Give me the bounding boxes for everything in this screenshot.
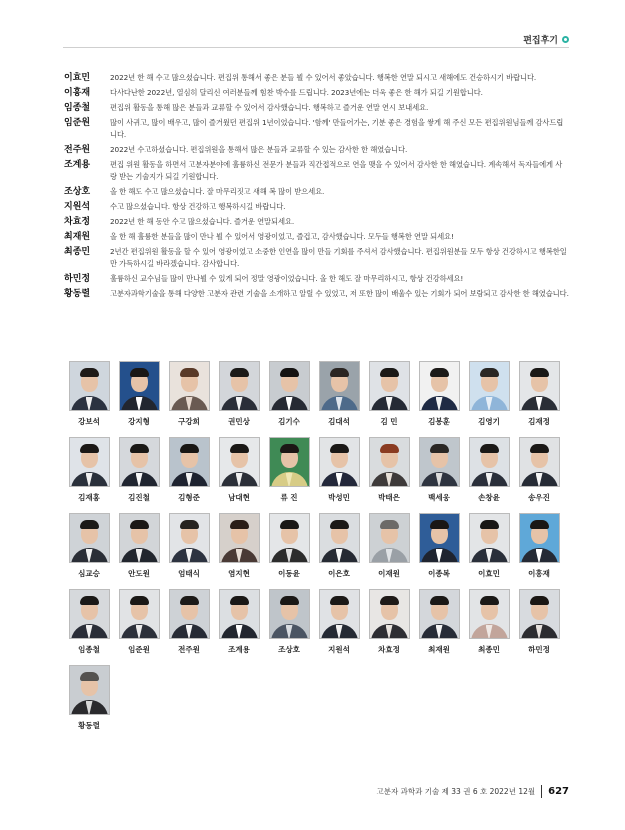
portrait-hair xyxy=(280,444,299,453)
member-portrait xyxy=(219,437,260,487)
member-name: 김재정 xyxy=(528,417,550,426)
portrait-hair xyxy=(430,368,449,377)
portrait-hair xyxy=(80,672,99,681)
comment-author: 조계용 xyxy=(64,160,91,170)
member-card xyxy=(514,361,564,426)
member-name: 하민정 xyxy=(528,645,550,654)
comment-author: 조상호 xyxy=(64,187,91,197)
portrait-hair xyxy=(480,520,499,529)
portrait-hair xyxy=(480,444,499,453)
page-header xyxy=(523,33,569,46)
portrait-hair xyxy=(130,368,149,377)
member-portrait xyxy=(69,513,110,563)
member-card xyxy=(214,589,264,654)
member-card xyxy=(114,513,164,578)
member-card xyxy=(114,361,164,426)
member-name: 이종복 xyxy=(428,569,450,578)
portrait-hair xyxy=(430,520,449,529)
member-portrait xyxy=(319,513,360,563)
portrait-hair xyxy=(180,444,199,453)
member-portrait xyxy=(419,361,460,411)
portrait-hair xyxy=(380,444,399,453)
member-name: 남대현 xyxy=(228,493,250,502)
member-name: 강지형 xyxy=(128,417,150,426)
member-card xyxy=(264,361,314,426)
portrait-hair xyxy=(330,520,349,529)
member-portrait xyxy=(219,361,260,411)
member-card xyxy=(364,589,414,654)
portrait-hair xyxy=(80,444,99,453)
member-name: 김진철 xyxy=(128,493,150,502)
member-name: 황동렬 xyxy=(78,721,100,730)
member-portrait xyxy=(269,361,310,411)
member-name: 최종민 xyxy=(478,645,500,654)
comment-author: 지원석 xyxy=(64,202,91,212)
member-name: 안도원 xyxy=(128,569,150,578)
page-footer xyxy=(377,785,569,798)
member-portrait xyxy=(369,437,410,487)
portrait-hair xyxy=(280,368,299,377)
comment-author: 이흥재 xyxy=(64,88,91,98)
comment-author: 최종민 xyxy=(64,247,91,257)
journal-info: 고분자 과학과 기술 제 33 권 6 호 2022년 12월 xyxy=(376,787,536,796)
member-portrait xyxy=(519,589,560,639)
member-name: 김영기 xyxy=(478,417,500,426)
comment-text: 2년간 편집위원 활동을 할 수 있어 영광이었고 소중한 인연을 많이 만들 기회를 주셔서 감사했습니다. 편집위원분들 모두 항상 건강하시고 행복한일만 가득하시길 바라겠습니다. 감사합니다. xyxy=(110,247,567,268)
member-portrait xyxy=(269,589,310,639)
member-portrait xyxy=(269,437,310,487)
member-card xyxy=(164,513,214,578)
member-card xyxy=(114,589,164,654)
member-portrait xyxy=(219,513,260,563)
portrait-hair xyxy=(530,596,549,605)
comment-row xyxy=(64,102,569,114)
member-portrait xyxy=(319,589,360,639)
portrait-hair xyxy=(330,596,349,605)
comment-row xyxy=(64,246,569,270)
member-card xyxy=(314,361,364,426)
comment-row xyxy=(64,186,569,198)
comment-row xyxy=(64,159,569,183)
member-card xyxy=(464,437,514,502)
portrait-hair xyxy=(130,596,149,605)
member-portrait xyxy=(119,589,160,639)
portrait-hair xyxy=(380,596,399,605)
member-card xyxy=(164,437,214,502)
section-title: 편집후기 xyxy=(523,36,558,46)
comment-author: 전주원 xyxy=(64,145,91,155)
comment-author: 임종철 xyxy=(64,103,91,113)
member-portrait xyxy=(519,513,560,563)
comment-text: 수고 많으셨습니다. 항상 건강하고 행복하시길 바랍니다. xyxy=(110,202,286,211)
member-portrait xyxy=(419,513,460,563)
member-name: 전주원 xyxy=(178,645,200,654)
portrait-hair xyxy=(80,596,99,605)
member-name: 이은호 xyxy=(328,569,350,578)
portrait-hair xyxy=(330,368,349,377)
comment-text: 2022년 수고하셨습니다. 편집위원을 통해서 많은 분들과 교류할 수 있는 감사한 한 해였습니다. xyxy=(110,145,408,154)
member-name: 김 민 xyxy=(380,417,398,426)
comment-text: 2022년 한 해 동안 수고 많으셨습니다. 즐거운 연말되세요. xyxy=(110,217,295,226)
footer-divider xyxy=(541,785,542,798)
member-card xyxy=(64,513,114,578)
comment-author: 최재원 xyxy=(64,232,91,242)
member-name: 김기수 xyxy=(278,417,300,426)
member-card xyxy=(114,437,164,502)
comment-text: 다사다난한 2022년, 열심히 달리신 여러분들께 힘찬 박수를 드립니다. 2023년에는 더욱 좋은 한 해가 되길 기원합니다. xyxy=(110,88,483,97)
member-name: 김봉훈 xyxy=(428,417,450,426)
member-name: 송우진 xyxy=(528,493,550,502)
comment-text: 2022년 한 해 수고 많으셨습니다. 편집위 통해서 좋은 분들 뵐 수 있어서 좋았습니다. 행복한 연말 되시고 새해에도 건승하시기 바랍니다. xyxy=(110,73,537,82)
member-portrait xyxy=(119,437,160,487)
member-name: 지원석 xyxy=(328,645,350,654)
member-name: 이흥재 xyxy=(528,569,550,578)
portrait-hair xyxy=(230,368,249,377)
member-card xyxy=(514,437,564,502)
member-name: 엄태식 xyxy=(178,569,200,578)
member-portrait xyxy=(269,513,310,563)
portrait-hair xyxy=(530,520,549,529)
portrait-hair xyxy=(430,596,449,605)
member-name: 류 진 xyxy=(280,493,298,502)
member-portrait xyxy=(219,589,260,639)
member-name: 김형준 xyxy=(178,493,200,502)
comment-row xyxy=(64,231,569,243)
comment-text: 편집위 활동을 통해 많은 분들과 교류할 수 있어서 감사했습니다. 행복하고 즐거운 연말 연시 보내세요. xyxy=(110,103,429,112)
member-card xyxy=(414,361,464,426)
member-card xyxy=(314,437,364,502)
page-number: 627 xyxy=(548,786,569,797)
member-portrait xyxy=(419,437,460,487)
comment-author: 차효정 xyxy=(64,217,91,227)
member-card xyxy=(414,589,464,654)
comment-text: 편집 위원 활동을 하면서 고분자분야에 훌륭하신 전문가 분들과 직간접적으로 연을 맺을 수 있어서 감사한 한 해였습니다. 계속해서 독자들에게 사랑 받는 기술지가 되길 기원합니다. xyxy=(110,160,563,181)
member-portrait xyxy=(119,361,160,411)
member-portrait xyxy=(369,513,410,563)
member-portrait xyxy=(469,589,510,639)
comment-author: 황동렬 xyxy=(64,289,91,299)
comment-author: 임준원 xyxy=(64,118,91,128)
member-name: 염지현 xyxy=(228,569,250,578)
member-portrait xyxy=(469,361,510,411)
comment-author: 하민정 xyxy=(64,274,91,284)
member-card xyxy=(514,589,564,654)
member-portrait xyxy=(469,513,510,563)
member-card xyxy=(264,437,314,502)
member-card xyxy=(414,437,464,502)
member-name: 구강희 xyxy=(178,417,200,426)
header-divider xyxy=(63,47,569,48)
member-portrait xyxy=(169,513,210,563)
portrait-hair xyxy=(280,520,299,529)
member-portrait xyxy=(169,437,210,487)
member-card xyxy=(364,437,414,502)
member-portrait xyxy=(519,361,560,411)
portrait-hair xyxy=(380,368,399,377)
member-card xyxy=(264,513,314,578)
member-portrait xyxy=(69,665,110,715)
member-card xyxy=(214,437,264,502)
member-portrait xyxy=(419,589,460,639)
member-name: 이동윤 xyxy=(278,569,300,578)
portrait-hair xyxy=(530,444,549,453)
member-name: 임준원 xyxy=(128,645,150,654)
member-portrait xyxy=(69,361,110,411)
member-card xyxy=(464,589,514,654)
member-portrait xyxy=(369,361,410,411)
member-card xyxy=(364,361,414,426)
member-portrait xyxy=(469,437,510,487)
member-portrait xyxy=(319,361,360,411)
member-card xyxy=(64,437,114,502)
member-card xyxy=(214,513,264,578)
comment-author: 이효민 xyxy=(64,73,91,83)
member-card xyxy=(414,513,464,578)
comment-text: 훌륭하신 교수님들 많이 만나뵐 수 있게 되어 정말 영광이었습니다. 올 한 해도 잘 마무리하시고, 항상 건강하세요! xyxy=(110,274,464,283)
comment-row xyxy=(64,72,569,84)
portrait-hair xyxy=(380,520,399,529)
member-portrait xyxy=(69,589,110,639)
member-card xyxy=(64,361,114,426)
member-name: 이재원 xyxy=(378,569,400,578)
portrait-hair xyxy=(230,520,249,529)
member-photo-grid xyxy=(64,361,564,730)
member-name: 김재홍 xyxy=(78,493,100,502)
member-name: 손창윤 xyxy=(478,493,500,502)
member-card xyxy=(464,513,514,578)
comment-row xyxy=(64,273,569,285)
portrait-hair xyxy=(330,444,349,453)
member-name: 임종철 xyxy=(78,645,100,654)
portrait-hair xyxy=(130,444,149,453)
member-card xyxy=(64,589,114,654)
member-portrait xyxy=(519,437,560,487)
portrait-hair xyxy=(180,596,199,605)
portrait-hair xyxy=(130,520,149,529)
comment-row xyxy=(64,216,569,228)
member-portrait xyxy=(319,437,360,487)
member-portrait xyxy=(369,589,410,639)
portrait-hair xyxy=(530,368,549,377)
member-name: 최재원 xyxy=(428,645,450,654)
portrait-hair xyxy=(180,368,199,377)
member-card xyxy=(164,589,214,654)
member-card xyxy=(464,361,514,426)
comment-text: 올 한 해 훌륭한 분들을 많이 만나 뵐 수 있어서 영광이었고, 즐겁고, 감사했습니다. 모두들 행복한 연말 되세요! xyxy=(110,232,454,241)
member-card xyxy=(214,361,264,426)
portrait-hair xyxy=(280,596,299,605)
member-name: 조계용 xyxy=(228,645,250,654)
portrait-hair xyxy=(80,520,99,529)
comment-text: 고분자과학기술을 통해 다양한 고분자 관련 기술을 소개하고 알릴 수 있었고, 저 또한 많이 배울수 있는 기회가 되어 보람되고 감사한 한 해였습니다. xyxy=(110,289,569,298)
member-name: 심교승 xyxy=(78,569,100,578)
portrait-hair xyxy=(180,520,199,529)
member-name: 강보석 xyxy=(78,417,100,426)
member-name: 조상호 xyxy=(278,645,300,654)
member-name: 차효정 xyxy=(378,645,400,654)
member-portrait xyxy=(119,513,160,563)
member-card xyxy=(264,589,314,654)
member-name: 백세웅 xyxy=(428,493,450,502)
member-card xyxy=(164,361,214,426)
comment-list xyxy=(64,72,569,303)
member-card xyxy=(314,513,364,578)
member-name: 이효민 xyxy=(478,569,500,578)
comment-row xyxy=(64,201,569,213)
comment-row xyxy=(64,288,569,300)
member-portrait xyxy=(69,437,110,487)
circle-icon xyxy=(562,36,569,43)
portrait-hair xyxy=(480,596,499,605)
comment-text: 많이 사귀고, 많이 배우고, 많이 즐거웠던 편집위 1년이었습니다. '함께' 만들어가는, 기분 좋은 경험을 쌓게 해 주신 모든 편집위원님들께 감사드립니다. xyxy=(110,118,564,139)
member-portrait xyxy=(169,361,210,411)
member-name: 박태은 xyxy=(378,493,400,502)
member-card xyxy=(314,589,364,654)
portrait-hair xyxy=(230,596,249,605)
comment-text: 올 한 해도 수고 많으셨습니다. 잘 마무리짓고 새해 복 많이 받으세요. xyxy=(110,187,325,196)
comment-row xyxy=(64,117,569,141)
member-name: 박성민 xyxy=(328,493,350,502)
member-card xyxy=(64,665,114,730)
portrait-hair xyxy=(80,368,99,377)
portrait-hair xyxy=(230,444,249,453)
member-portrait xyxy=(169,589,210,639)
comment-row xyxy=(64,87,569,99)
member-name: 김대석 xyxy=(328,417,350,426)
portrait-hair xyxy=(480,368,499,377)
member-card xyxy=(514,513,564,578)
member-card xyxy=(364,513,414,578)
portrait-hair xyxy=(430,444,449,453)
member-name: 권민상 xyxy=(228,417,250,426)
comment-row xyxy=(64,144,569,156)
